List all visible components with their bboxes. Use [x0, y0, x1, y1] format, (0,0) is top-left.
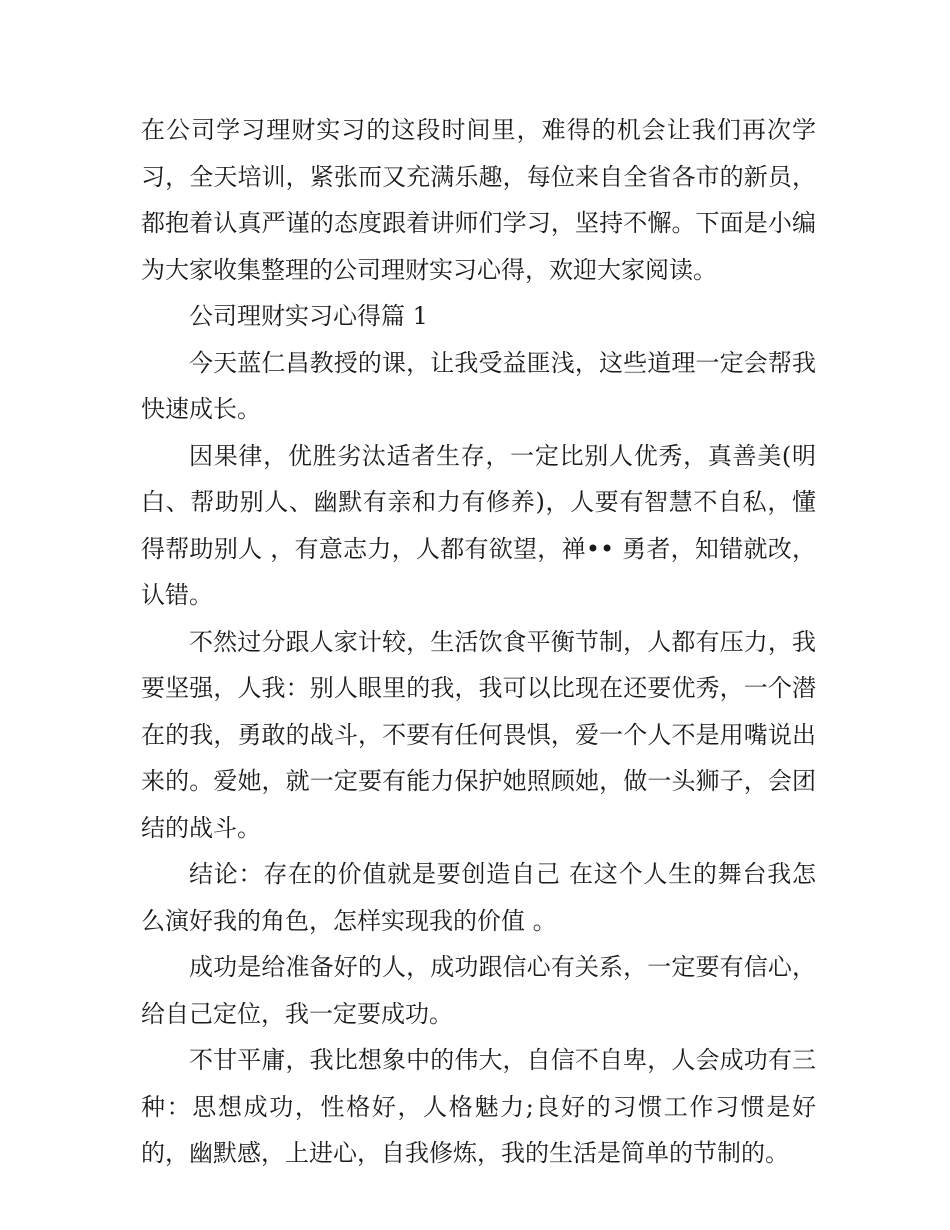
- paragraph-6: 不甘平庸，我比想象中的伟大，自信不自卑，人会成功有三种：思想成功，性格好，人格魅力;良好的习惯工作习惯是好的，幽默感，上进心，自我修炼，我的生活是简单的节制的。: [141, 1046, 816, 1167]
- paragraph-3: 不然过分跟人家计较，生活饮食平衡节制，人都有压力，我要坚强，人我：别人眼里的我，我可以比现在还要优秀，一个潜在的我，勇敢的战斗，不要有任何畏惧，爱一个人不是用嘴说出来的。爱她，就一定要有能力保护她照顾她，做一头狮子，会团结的战斗。: [141, 627, 816, 842]
- section-title: 公司理财实习心得篇 1: [189, 302, 428, 330]
- intro-paragraph: 在公司学习理财实习的这段时间里，难得的机会让我们再次学习，全天培训，紧张而又充满乐趣，每位来自全省各市的新员，都抱着认真严谨的态度跟着讲师们学习，坚持不懈。下面是小编为大家收集整理的公司理财实习心得，欢迎大家阅读。: [141, 116, 816, 284]
- document-body: [141, 107, 816, 1177]
- paragraph-1: 今天蓝仁昌教授的课，让我受益匪浅，这些道理一定会帮我快速成长。: [141, 348, 816, 423]
- paragraph-4: 结论：存在的价值就是要创造自己 在这个人生的舞台我怎么演好我的角色，怎样实现我的价值 。: [141, 860, 816, 935]
- paragraph-5: 成功是给准备好的人，成功跟信心有关系，一定要有信心，给自己定位，我一定要成功。: [141, 953, 816, 1028]
- paragraph-2: 因果律，优胜劣汰适者生存，一定比别人优秀，真善美(明白、帮助别人、幽默有亲和力有修养)，人要有智慧不自私，懂得帮助别人 ，有意志力，人都有欲望，禅•• 勇者，知错就改，认错。: [141, 441, 816, 609]
